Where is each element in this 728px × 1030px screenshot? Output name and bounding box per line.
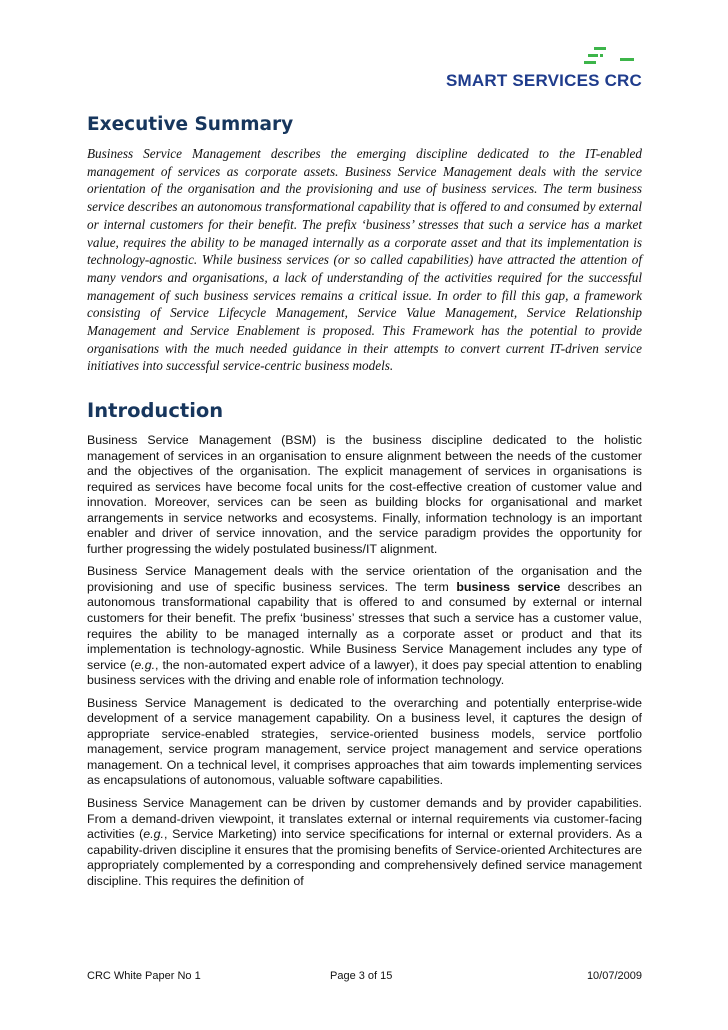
- eg-abbreviation: e.g.: [134, 657, 156, 672]
- text-run: describes an autonomous transformational capability that is offered to and consumed by external or internal customers for their benefit. The prefix ‘business’ stresses that such a service has a customer value, requires the ability to be managed internally as a corporate asset or product and that its implementation is technology-agnostic. While Business Service Management includes any type of service (: [87, 579, 642, 672]
- footer-document-name: CRC White Paper No 1: [87, 970, 201, 982]
- page-footer: [87, 970, 642, 986]
- introduction-heading: Introduction: [87, 399, 224, 422]
- footer-date: 10/07/2009: [586, 970, 642, 982]
- logo-text: SMART SERVICES CRC: [446, 71, 642, 90]
- eg-abbreviation: e.g.: [143, 827, 164, 842]
- footer-page-number: Page 3 of 15: [330, 970, 393, 982]
- text-run: Business Service Management can be driven by customer demands and by provider capabilities. From a demand-driven viewpoint, it translates external or internal requirements via customer-facing activities (: [87, 796, 642, 842]
- introduction-body: [87, 433, 642, 896]
- introduction-paragraph-4: [87, 796, 642, 889]
- logo-bars-icon: [552, 44, 642, 66]
- executive-summary-heading: Executive Summary: [87, 114, 294, 135]
- executive-summary-text: Business Service Management describes the emerging discipline dedicated to the IT-enabled management of services as corporate assets. Business Service Management deals with the service orientation of the organisation and the provisioning and use of business services. The term business service describes an autonomous transformational capability that is offered to and consumed by external or internal customers for their benefit. The prefix ‘business’ stresses that such a service has a market value, requires the ability to be managed internally as a corporate asset and that its implementation is technology-agnostic. While business services (or so called capabilities) have attracted the attention of many vendors and organisations, a lack of understanding of the activities required for the successful management of such business services remains a critical issue. In order to fill this gap, a framework consisting of Service Lifecycle Management, Service Value Management, Service Relationship Management and Service Enablement is proposed. This Framework has the potential to provide organisations with the much needed guidance in their attempts to convert current IT-driven service initiatives into successful service-centric business models.: [87, 146, 642, 374]
- introduction-paragraph-2: [87, 564, 642, 688]
- introduction-paragraph-1: Business Service Management (BSM) is the business discipline dedicated to the holistic management of services in an organisation to ensure alignment between the needs of the customer and the objectives of the organisation. The explicit management of services in organisations is required as services have become focal units for the cost-effective creation of customer value and innovation. Moreover, services can be seen as building blocks for organisational and market arrangements in service networks and ecosystems. Finally, information technology is an important enabler and driver of service innovation, and the service paradigm provides the opportunity for further progressing the widely postulated business/IT alignment.: [87, 433, 642, 556]
- smart-services-crc-logo: [422, 44, 642, 92]
- introduction-paragraph-3: Business Service Management is dedicated to the overarching and potentially enterprise-wide development of a service management capability. On a business level, it captures the design of appropriate service-enabled strategies, service-oriented business models, service portfolio management, service program management, service project management and service operations management. On a technical level, it comprises approaches that aim towards implementing services as encapsulations of autonomous, valuable software capabilities.: [87, 695, 642, 788]
- text-run: Business Service Management deals with the service orientation of the organisation and the provisioning and use of specific business services. The term: [87, 564, 642, 594]
- text-run: , the non-automated expert advice of a lawyer), it does pay special attention to enabling business services with the driving and enable role of information technology.: [87, 657, 642, 688]
- text-run: , Service Marketing) into service specifications for internal or external providers. As a capability-driven discipline it ensures that the promising benefits of Service-oriented Architectures are appropriately complemented by a corresponding and comprehensively defined service management discipline. This requires the definition of: [87, 827, 642, 888]
- business-service-term: business service: [456, 579, 561, 594]
